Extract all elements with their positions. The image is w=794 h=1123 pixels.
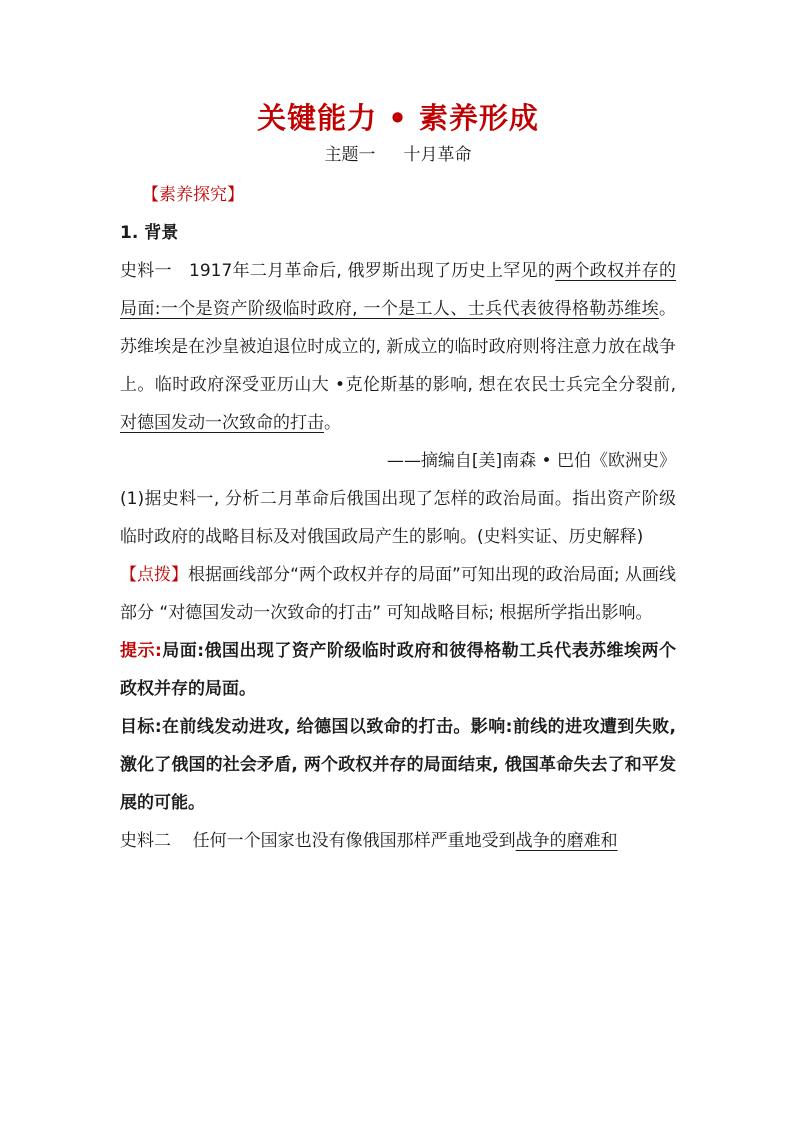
source-two-text-1: 任何一个国家也没有像俄国那样严重地受到 — [192, 831, 516, 851]
source-one-underline-1: 两个政权并存的局面:一个是资产阶级临时政府, 一个是工人、士兵代表彼得格勒苏维埃 — [120, 261, 677, 319]
answer-paragraph-1 — [120, 632, 676, 708]
subtitle-name: 十月革命 — [403, 145, 472, 165]
question-one: (1)据史料一, 分析二月革命后俄国出现了怎样的政治局面。指出资产阶级临时政府的战略目标及对俄国政局产生的影响。(史料实证、历史解释) — [120, 489, 676, 547]
source-one-text-1: 1917年二月革命后, 俄罗斯出现了历史上罕见的 — [189, 261, 556, 281]
page-subtitle — [120, 142, 676, 168]
answer-paragraph-2: 目标:在前线发动进攻, 给德国以致命的打击。影响:前线的进攻遭到失败, 激化了俄国的社会矛盾, 两个政权并存的局面结束, 俄国革命失去了和平发展的可能。 — [120, 717, 676, 813]
source-one-text-3: 。 — [324, 413, 341, 433]
source-one-text-2: 。苏维埃是在沙皇被迫退位时成立的, 新成立的临时政府则将注意力放在战争上。临时政府深受亚历山大 •克伦斯基的影响, 想在农民士兵完全分裂前, — [120, 299, 676, 395]
source-two-paragraph — [120, 822, 676, 860]
source-one-underline-2: 对德国发动一次致命的打击 — [120, 413, 324, 433]
section-heading: 1. 背景 — [120, 223, 179, 243]
document-content — [120, 96, 676, 860]
source-two-underline-1: 战争的磨难和 — [515, 831, 618, 851]
section-tag: 【素养探究】 — [142, 185, 244, 205]
answer-label: 提示: — [120, 641, 162, 661]
source-two-label: 史料二 — [120, 831, 171, 851]
page-title: 关键能力 • 素养形成 — [257, 101, 539, 135]
hint-text: 根据画线部分“两个政权并存的局面”可知出现的政治局面; 从画线部分 “对德国发动一次致命的打击” 可知战略目标; 根据所学指出影响。 — [120, 565, 676, 623]
hint-paragraph — [120, 556, 676, 632]
answer-text-1: 局面:俄国出现了资产阶级临时政府和彼得格勒工兵代表苏维埃两个政权并存的局面。 — [120, 641, 676, 699]
hint-label: 【点拨】 — [120, 565, 189, 585]
source-one-paragraph — [120, 252, 676, 442]
subtitle-topic: 主题一 — [324, 145, 376, 165]
source-one-label: 史料一 — [120, 261, 172, 281]
source-one-citation: ——摘编自[美]南森 • 巴伯《欧洲史》 — [386, 451, 676, 471]
